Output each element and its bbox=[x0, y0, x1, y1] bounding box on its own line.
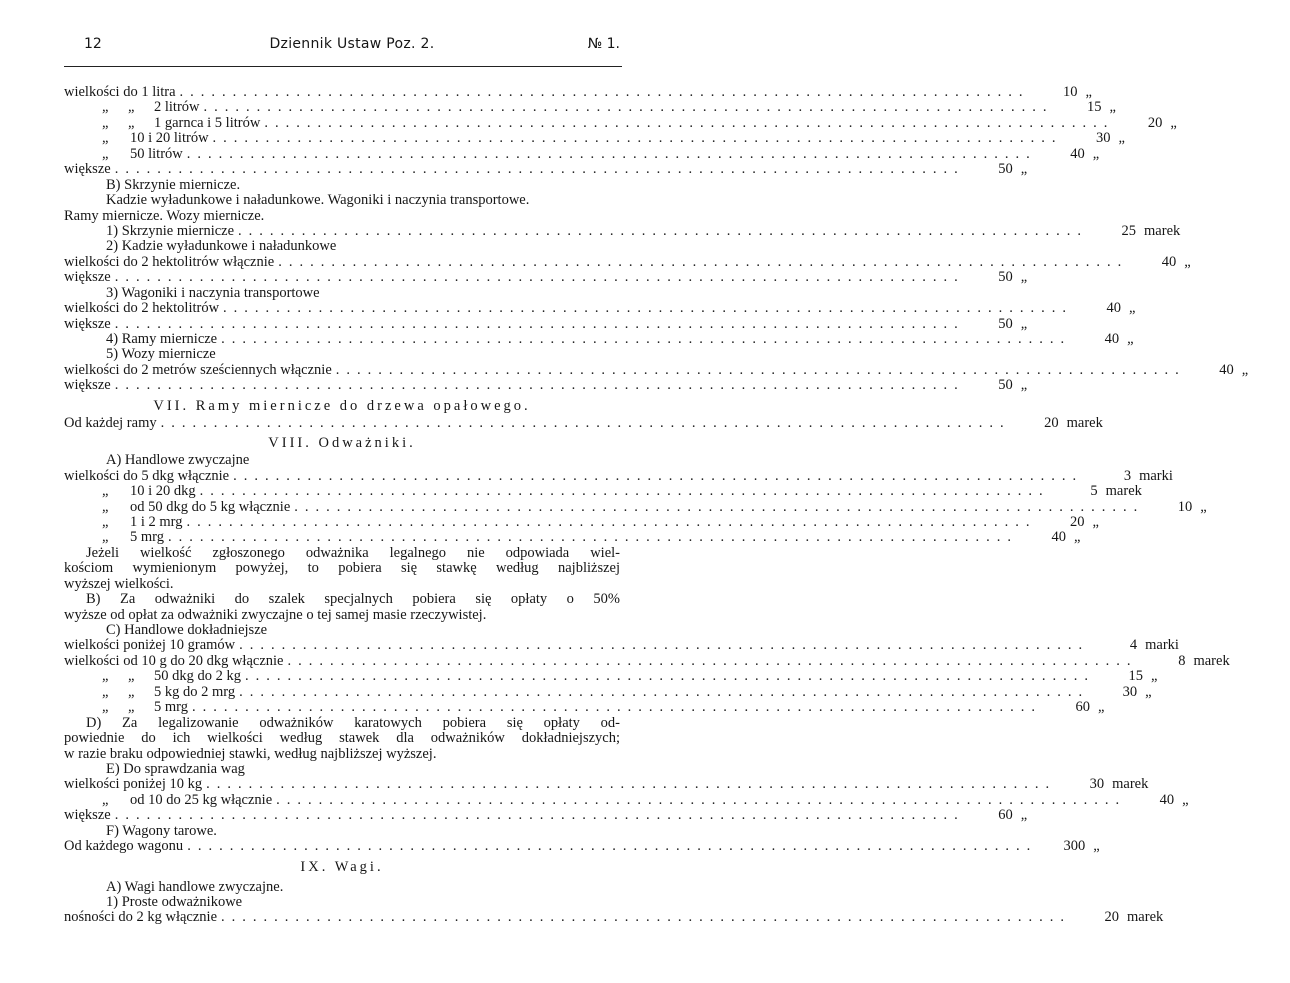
row-amount: 30 bbox=[1122, 683, 1138, 700]
ditto-mark: „ bbox=[128, 668, 135, 685]
row-unit: „ bbox=[1118, 130, 1125, 147]
section-heading-vii: VII. Ramy miernicze do drzewa opałowego. bbox=[153, 397, 531, 414]
leader-dots: ................................................................................ bbox=[186, 513, 1037, 530]
row-unit: „ bbox=[1020, 377, 1028, 394]
tariff-row bbox=[64, 222, 1181, 239]
leader-dots: ................................................................................ bbox=[212, 130, 1063, 147]
tariff-row bbox=[64, 130, 1125, 147]
paragraph-line: wyższe od opłat za odważniki zwyczajne o tej samej masie rzeczywistej. bbox=[64, 606, 487, 623]
leader-dots: ................................................................................ bbox=[114, 161, 965, 178]
row-unit: „ bbox=[1085, 84, 1092, 100]
row-unit: marek bbox=[1193, 652, 1230, 669]
row-amount: 50 bbox=[998, 377, 1013, 394]
row-unit: marek bbox=[1112, 776, 1149, 793]
leader-dots: ................................................................................ bbox=[221, 909, 1072, 926]
tariff-row bbox=[64, 668, 1158, 685]
tariff-row bbox=[64, 161, 1028, 178]
row-unit: „ bbox=[1241, 361, 1249, 378]
subsection-heading: 1) Proste odważnikowe bbox=[106, 894, 243, 910]
paragraph-line: Jeżeli wielkość zgłoszonego odważnika legalnego nie odpowiada wiel- bbox=[86, 544, 620, 561]
row-unit: „ bbox=[1092, 513, 1099, 530]
row-label: większe bbox=[64, 269, 111, 286]
row-amount: 10 bbox=[1063, 84, 1078, 100]
tariff-row bbox=[64, 483, 1142, 500]
leader-dots: ................................................................................ bbox=[186, 145, 1037, 162]
row-unit: marki bbox=[1145, 637, 1179, 654]
issue-number: № 1. bbox=[587, 36, 620, 52]
leader-dots: ................................................................................ bbox=[287, 652, 1138, 669]
row-unit: „ bbox=[1151, 668, 1158, 685]
row-label: 10 i 20 dkg bbox=[130, 483, 196, 500]
row-unit: marki bbox=[1139, 467, 1173, 484]
leader-dots: ................................................................................ bbox=[245, 668, 1095, 685]
row-unit: „ bbox=[1020, 269, 1028, 286]
row-label: nośności do 2 kg włącznie bbox=[64, 909, 218, 926]
ditto-mark: „ bbox=[128, 699, 135, 716]
row-amount: 20 bbox=[1044, 414, 1059, 431]
row-label: 50 litrów bbox=[130, 145, 183, 162]
section-heading-ix: IX. Wagi. bbox=[300, 858, 384, 875]
row-unit: „ bbox=[1109, 99, 1116, 116]
tariff-row bbox=[64, 683, 1152, 700]
row-label: wielkości do 2 hektolitrów włącznie bbox=[64, 253, 275, 270]
section-heading-viii: VIII. Odważniki. bbox=[268, 435, 416, 452]
tariff-row bbox=[64, 652, 1230, 669]
page-number: 12 bbox=[84, 36, 102, 52]
row-amount: 50 bbox=[998, 269, 1013, 286]
row-label: 10 i 20 litrów bbox=[130, 130, 209, 147]
leader-dots: ................................................................................ bbox=[238, 222, 1089, 239]
row-amount: 40 bbox=[1219, 361, 1234, 378]
subsection-heading: B) Skrzynie miernicze. bbox=[106, 176, 241, 193]
leader-dots: ................................................................................ bbox=[114, 807, 965, 824]
leader-dots: ................................................................................ bbox=[264, 114, 1115, 131]
row-amount: 20 bbox=[1070, 513, 1085, 530]
row-amount: 5 bbox=[1090, 483, 1098, 500]
leader-dots: ................................................................................ bbox=[203, 99, 1054, 116]
row-unit: „ bbox=[1129, 300, 1136, 317]
row-amount: 40 bbox=[1159, 791, 1175, 808]
tariff-row bbox=[64, 269, 1028, 286]
leader-dots: ................................................................................ bbox=[239, 683, 1090, 700]
row-amount: 3 bbox=[1123, 467, 1132, 484]
row-unit: „ bbox=[1145, 683, 1152, 700]
row-amount: 4 bbox=[1129, 637, 1138, 654]
row-label: 1 garnca i 5 litrów bbox=[154, 114, 261, 131]
text-line: Ramy miernicze. Wozy miernicze. bbox=[64, 207, 265, 224]
ditto-mark: „ bbox=[102, 498, 109, 515]
row-unit: „ bbox=[1097, 699, 1105, 716]
ditto-mark: „ bbox=[102, 791, 109, 808]
row-amount: 15 bbox=[1128, 668, 1143, 685]
leader-dots: ................................................................................ bbox=[114, 269, 965, 286]
row-amount: 15 bbox=[1087, 99, 1102, 116]
row-label: większe bbox=[64, 161, 111, 178]
leader-dots: ................................................................................ bbox=[160, 414, 1011, 431]
row-unit: „ bbox=[1073, 529, 1081, 546]
row-label: 5 kg do 2 mrg bbox=[154, 683, 236, 700]
row-amount: 20 bbox=[1147, 114, 1163, 131]
leader-dots: ................................................................................ bbox=[206, 776, 1057, 793]
subsection-heading: 2) Kadzie wyładunkowe i naładunkowe bbox=[106, 238, 337, 255]
row-unit: „ bbox=[1020, 315, 1028, 332]
row-unit: marek bbox=[1127, 909, 1164, 926]
row-unit: „ bbox=[1127, 331, 1134, 347]
paragraph-line: w razie braku odpowiedniej stawki, według najbliższej wyższej. bbox=[64, 745, 437, 762]
tariff-row bbox=[64, 253, 1191, 270]
subsection-heading: A) Wagi handlowe zwyczajne. bbox=[106, 878, 284, 895]
tariff-row bbox=[64, 838, 1100, 855]
row-unit: marek bbox=[1105, 483, 1142, 500]
ditto-mark: „ bbox=[102, 130, 109, 147]
ditto-mark: „ bbox=[102, 99, 109, 116]
row-label: od 50 dkg do 5 kg włącznie bbox=[130, 498, 291, 515]
page-header bbox=[84, 36, 620, 56]
ditto-mark: „ bbox=[128, 114, 135, 131]
header-rule bbox=[64, 66, 622, 67]
tariff-row bbox=[64, 331, 1134, 347]
row-label: wielkości do 5 dkg włącznie bbox=[64, 467, 230, 484]
row-label: wielkości do 2 metrów sześciennych włącznie bbox=[64, 361, 332, 378]
tariff-row bbox=[64, 84, 1092, 100]
tariff-row bbox=[64, 791, 1189, 808]
paragraph-line: powiednie do ich wielkości według stawek dla odważników dokładniejszych; bbox=[64, 730, 620, 747]
row-label: wielkości od 10 g do 20 dkg włącznie bbox=[64, 652, 284, 669]
leader-dots: ................................................................................ bbox=[199, 483, 1050, 500]
leader-dots: ................................................................................ bbox=[221, 331, 1072, 347]
row-label: Od każdej ramy bbox=[64, 414, 157, 431]
tariff-row bbox=[64, 513, 1099, 530]
row-amount: 60 bbox=[998, 807, 1013, 824]
row-label: większe bbox=[64, 315, 111, 332]
tariff-row bbox=[64, 300, 1136, 317]
row-label: wielkości poniżej 10 gramów bbox=[64, 637, 236, 654]
row-amount: 30 bbox=[1096, 130, 1111, 147]
row-label: 1 i 2 mrg bbox=[130, 513, 183, 530]
tariff-row bbox=[64, 807, 1028, 824]
paragraph-line: B) Za odważniki do szalek specjalnych pobiera się opłaty o 50% bbox=[86, 591, 620, 608]
ditto-mark: „ bbox=[102, 483, 109, 500]
row-amount: 40 bbox=[1106, 300, 1122, 317]
row-amount: 30 bbox=[1089, 776, 1105, 793]
leader-dots: ................................................................................ bbox=[167, 529, 1018, 546]
tariff-row bbox=[64, 637, 1179, 654]
subsection-heading: 5) Wozy miernicze bbox=[106, 346, 216, 363]
leader-dots: ................................................................................ bbox=[223, 300, 1074, 317]
ditto-mark: „ bbox=[128, 683, 135, 700]
leader-dots: ................................................................................ bbox=[276, 791, 1127, 808]
row-unit: marek bbox=[1144, 222, 1181, 239]
tariff-row bbox=[64, 776, 1149, 793]
tariff-body bbox=[64, 84, 1249, 926]
row-label: 5 mrg bbox=[130, 529, 164, 546]
row-amount: 25 bbox=[1121, 222, 1137, 239]
leader-dots: ................................................................................ bbox=[191, 699, 1042, 716]
row-amount: 60 bbox=[1075, 699, 1090, 716]
row-unit: „ bbox=[1200, 498, 1207, 515]
row-amount: 40 bbox=[1051, 529, 1066, 546]
journal-title: Dziennik Ustaw Poz. 2. bbox=[269, 36, 435, 52]
paragraph-line: kościom wymienionym powyżej, to pobiera się stawkę według najbliższej bbox=[64, 560, 620, 577]
tariff-row bbox=[64, 498, 1207, 515]
ditto-mark: „ bbox=[102, 513, 109, 530]
leader-dots: ................................................................................ bbox=[278, 253, 1129, 270]
row-amount: 8 bbox=[1178, 652, 1186, 669]
tariff-row bbox=[64, 114, 1177, 131]
tariff-row bbox=[64, 529, 1081, 546]
ditto-mark: „ bbox=[102, 145, 109, 162]
tariff-row bbox=[64, 315, 1028, 332]
tariff-row bbox=[64, 361, 1249, 378]
row-amount: 300 bbox=[1063, 838, 1086, 855]
leader-dots: ................................................................................ bbox=[233, 467, 1084, 484]
paragraph-line: wyższej wielkości. bbox=[64, 575, 174, 592]
row-unit: „ bbox=[1184, 253, 1191, 270]
row-unit: „ bbox=[1170, 114, 1177, 131]
paragraph-line: D) Za legalizowanie odważników karatowych pobiera się opłaty od- bbox=[86, 714, 620, 731]
ditto-mark: „ bbox=[128, 99, 135, 116]
row-label: 2 litrów bbox=[154, 99, 200, 116]
leader-dots: ................................................................................ bbox=[114, 377, 965, 394]
tariff-row bbox=[64, 99, 1116, 116]
row-label: wielkości do 2 hektolitrów bbox=[64, 300, 220, 317]
leader-dots: ................................................................................ bbox=[187, 838, 1038, 855]
tariff-row bbox=[64, 414, 1103, 431]
row-unit: „ bbox=[1092, 145, 1100, 162]
text-line: Kadzie wyładunkowe i naładunkowe. Wagoniki i naczynia transportowe. bbox=[106, 192, 530, 209]
row-label: większe bbox=[64, 807, 111, 824]
row-amount: 40 bbox=[1104, 331, 1120, 347]
row-label: od 10 do 25 kg włącznie bbox=[130, 791, 273, 808]
leader-dots: ................................................................................ bbox=[294, 498, 1145, 515]
tariff-row bbox=[64, 377, 1028, 394]
subsection-heading: F) Wagony tarowe. bbox=[106, 822, 217, 839]
row-unit: „ bbox=[1182, 791, 1189, 808]
row-label: 50 dkg do 2 kg bbox=[154, 668, 241, 685]
leader-dots: ................................................................................ bbox=[239, 637, 1090, 654]
subsection-heading: C) Handlowe dokładniejsze bbox=[106, 622, 268, 638]
leader-dots: ................................................................................ bbox=[114, 315, 965, 332]
tariff-row bbox=[64, 467, 1173, 484]
row-label: 5 mrg bbox=[154, 699, 188, 716]
subsection-heading: A) Handlowe zwyczajne bbox=[106, 452, 250, 469]
subsection-heading: 3) Wagoniki i naczynia transportowe bbox=[106, 284, 320, 301]
ditto-mark: „ bbox=[102, 114, 109, 131]
row-label: 4) Ramy miernicze bbox=[106, 331, 218, 347]
row-label: większe bbox=[64, 377, 111, 394]
row-unit: „ bbox=[1020, 161, 1028, 178]
row-unit: „ bbox=[1093, 838, 1100, 855]
ditto-mark: „ bbox=[102, 668, 109, 685]
row-unit: marek bbox=[1066, 414, 1103, 431]
row-label: 1) Skrzynie miernicze bbox=[106, 222, 235, 239]
ditto-mark: „ bbox=[102, 699, 109, 716]
tariff-row bbox=[64, 909, 1164, 926]
tariff-row bbox=[64, 145, 1100, 162]
row-amount: 50 bbox=[998, 161, 1013, 178]
row-amount: 10 bbox=[1177, 498, 1193, 515]
row-amount: 40 bbox=[1070, 145, 1085, 162]
leader-dots: ................................................................................ bbox=[179, 84, 1030, 100]
ditto-mark: „ bbox=[102, 683, 109, 700]
row-label: Od każdego wagonu bbox=[64, 838, 184, 855]
ditto-mark: „ bbox=[102, 529, 109, 546]
subsection-heading: E) Do sprawdzania wag bbox=[106, 760, 245, 777]
leader-dots: ................................................................................ bbox=[335, 361, 1186, 378]
row-unit: „ bbox=[1020, 807, 1028, 824]
row-amount: 50 bbox=[998, 315, 1013, 332]
row-amount: 40 bbox=[1161, 253, 1177, 270]
tariff-row bbox=[64, 699, 1105, 716]
row-amount: 20 bbox=[1104, 909, 1120, 926]
row-label: wielkości do 1 litra bbox=[64, 84, 176, 100]
row-label: wielkości poniżej 10 kg bbox=[64, 776, 203, 793]
